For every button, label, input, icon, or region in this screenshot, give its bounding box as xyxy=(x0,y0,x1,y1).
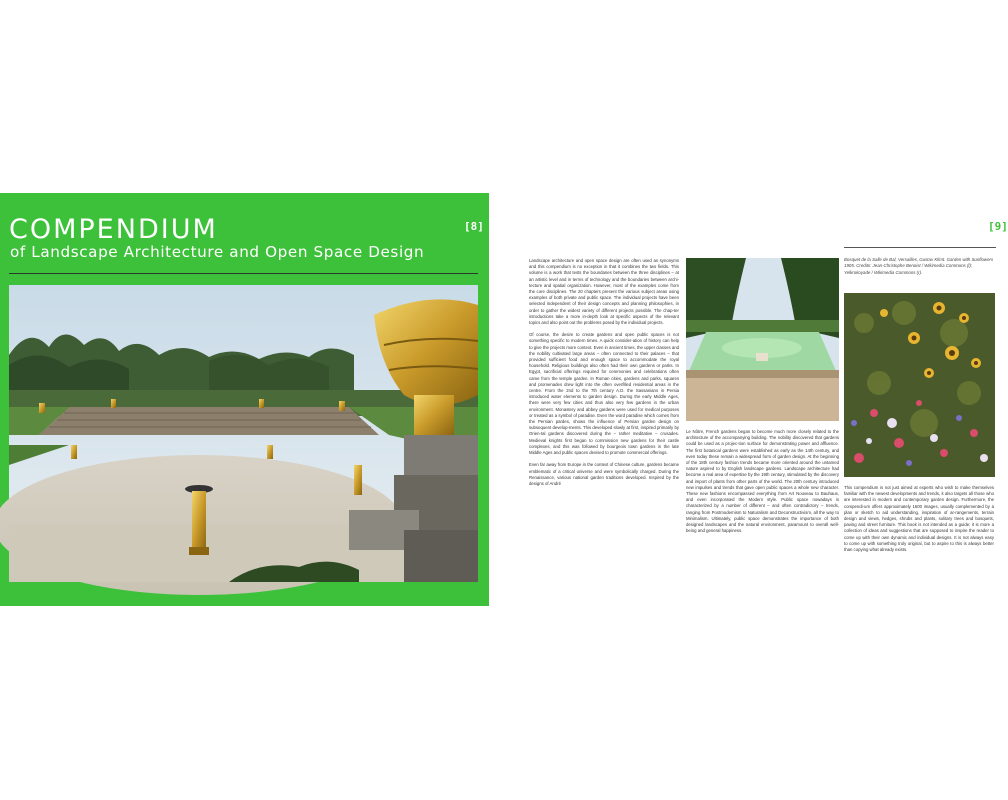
paragraph: Landscape architecture and open space design are often used as synonyms and this compendium is no exception in that it combines the two fields. This volume is a work that tests the boundaries between the three disciplines – at an artistic level and in terms of technology and the boundaries between archi-tecture and spatial organization. However, most of the examples come from the core disciplines. The 20 chapters present the various subject areas using examples of both private and public space. The individual projects have been selected independent of their design concepts and planning philosophies, in order to gather the widest variety of different projects possible. The chap-ter introductions take a more in-depth look at specific aspects of the relevant topics and also point out the problems posed by the individual projects. xyxy=(529,258,679,326)
caption-rule xyxy=(844,247,996,248)
right-page xyxy=(510,193,1008,606)
text-column-2 xyxy=(686,429,839,540)
text-column-3 xyxy=(844,485,994,559)
image-caption: Bosquet de la Salle de Bal, Versailles, Gustav Klimt. Garden with Sunflowers 1905. Credits: Jean-Christophe Benoist / Wikimedia Commons (l); Yelkrokoyade / Wikimedia Commons (r). xyxy=(844,257,994,275)
page-title: COMPENDIUM xyxy=(9,214,218,245)
text-column-1 xyxy=(529,258,679,493)
garden-amphitheater-photo xyxy=(9,285,478,582)
paragraph: Even far away from Europe in the context of Chinese culture, gardens became emblematic of a critical universe and were symbolically charged. During the Renaissance, various national garden traditions developed. Inspired by the designs of André xyxy=(529,462,679,486)
sunflower-garden-painting xyxy=(844,293,995,477)
page-subtitle: of Landscape Architecture and Open Space Design xyxy=(10,243,425,261)
page-number-right: [9] xyxy=(988,220,1008,233)
paragraph: This compendium is not just aimed at experts who wish to make themselves familiar with the newest developments and trends, it also targets all those who are interested in modern and contemporary garden design. Furthermore, the compendi-um offers approximately 1600 images, usually complemented by a plan or sketch to aid understanding, inspiration of ar-rangements, terrain design and views, hedges, shrubs and plants, solitary trees and bosquets, paving and street furniture. This book is not intended as a guide; it is more a collection of ideas and suggestions that are supposed to inspire the reader to come up with their own dynamic and individual designs. It is not always easy to come up with something truly original, but to aspire to this is always better than copying what already exists. xyxy=(844,485,994,553)
paragraph: Of course, the desire to create gardens and open public spaces is not something specific to modern times. A quick consider-ation of history can help to give the projects more context. Even in ancient times, the upper classes and the nobility cultivated large areas – often connected to their palaces – that provided sufficient food and enough space to accommodate the royal household. Religious buildings also often had their own gardens or parks. In Egypt, sacrificial offerings required for ceremonies and celebrations often came from the temple garden. In Roman cities, gardens and parks, squares and promenades drew light into the often overfilled residential areas in the centre. From the 2nd to the 7th century A.D. the Sassanians in Persia introduced water elements to garden design. During the early Middle Ages, there were very few cities and thus also very few gardens in the urban environment. Monastery and abbey gardens were used for medical purposes or treated as a symbol of paradise. Even the word paradise which comes from the Persian pardes, shows the influence of Persian garden design on subsequent develop-ments. This developed slowly at first, inspired primarily by Orien-tal gardens discovered during the – rather meditative – crusades. Medieval knights first began to commission new gardens for their castle complexes, and this was followed by bourgeois town gardens in the late Middle Ages and public spaces devised to promote commercial offerings. xyxy=(529,332,679,456)
left-page xyxy=(0,193,489,606)
paragraph: Le Nôtre, French gardens began to become much more closely related to the architecture of the accompanying building. The nobility discovered that gardens could be used as a projec-tion surface for demonstrating power and affluence. The first botanical gardens were established as early as the 14th century, and even today these remain a widespread form of garden design. At the beginning of the 18th century fashion trends became more oriented around the untamed nature aspired to by English landscape gardens. Landscape architecture had become a real area of expertise by the 19th century, stimulated by the discovery and import of plants from other parts of the world. The 20th century introduced new impulses and trends that gave open public spaces a whole new character. These new fashions encompassed everything from Art Nouveau to Bauhaus, and even incorporated the Modern style. Public space nowadays is characterized by a number of different – and often contradictory – trends, ranging from Postmodernism to Naturalism and Deconstructivism, all the way to Minimalism. Ultimately, public space demonstrates the importance of both designed landscapes and the natural environment, paramount to overall well-being and general happiness. xyxy=(686,429,839,534)
divider-rule xyxy=(9,273,478,274)
page-number-left: [8] xyxy=(464,220,484,233)
water-garden-photo xyxy=(686,258,839,421)
